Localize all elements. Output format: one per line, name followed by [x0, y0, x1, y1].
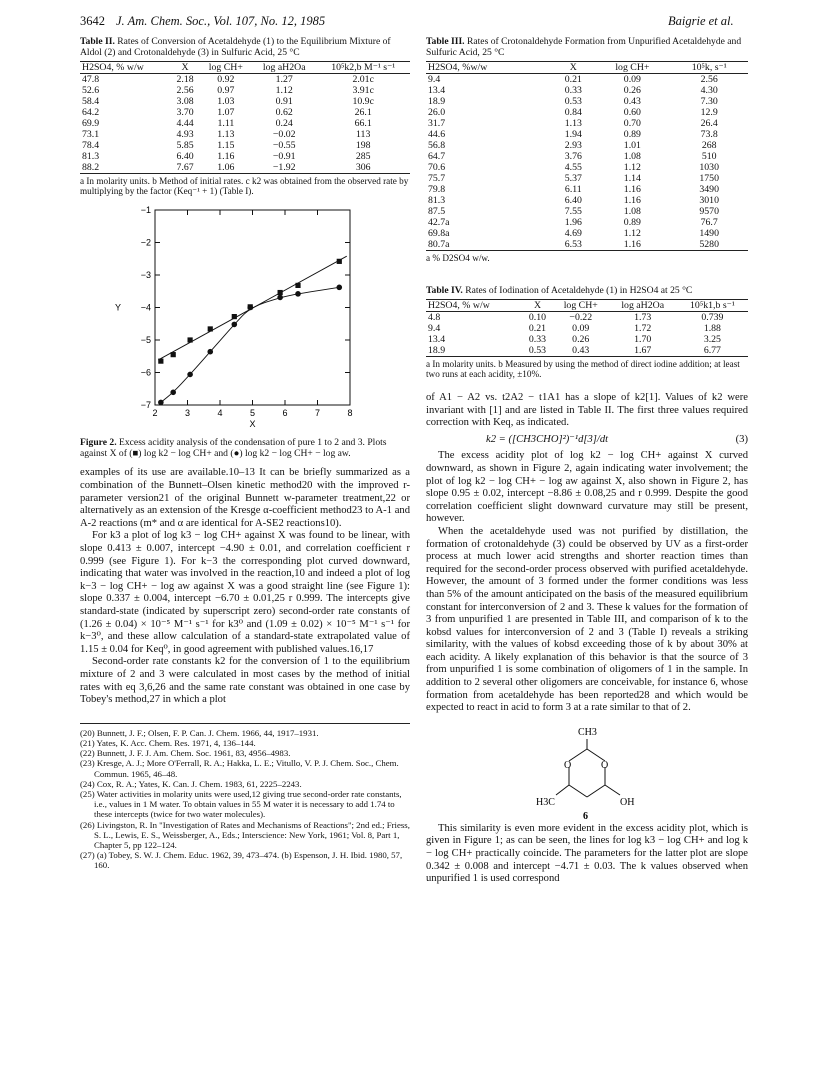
- column-header: log CH+: [553, 299, 609, 311]
- compound-number: 6: [583, 810, 588, 822]
- table-cell: 4.93: [176, 128, 194, 140]
- table-row: [426, 107, 748, 118]
- data-point-circle: [207, 349, 213, 355]
- table-cell: 0.21: [564, 73, 582, 85]
- table-cell: 3490: [699, 183, 719, 195]
- table-cell: 3.70: [176, 106, 194, 118]
- table-row: [80, 118, 410, 129]
- table-cell: 510: [701, 150, 717, 162]
- table-cell: 0.33: [528, 333, 547, 345]
- table-cell: 13.4: [428, 84, 446, 96]
- table-cell: 306: [316, 162, 410, 174]
- table-cell: 4.44: [176, 117, 194, 129]
- x-axis-label: X: [249, 419, 256, 429]
- right-paragraph-2: When the acetaldehyde used was not purified by distillation, the formation of crotonaldehyde (3) could be observed by UV as a first-order process at much lower acid strengths and shorter reaction times than required for the second-order process observed with purified acetaldehyde. However, the amount of 3 formed under the former conditions was less than 5% of the amount anticipated on the basis of the measured equilibrium constant for interconversion of 2 and 3. These k values for the formation of 3 from unpurified 1 are presented in Table III, and comparison of k to the kobsd values for interconversion of 2 and 3 (Table I) reveals a striking similarity, with the values of kobsd exceeding those of k by about 30% at each acidity. A likely explanation of this behavior is that the source of 3 from unpurified 1 is some combination of oligomers of 1 in the sample. In addition to 2 several other oligomers are conceivable, for instance 6, whose formation from acetaldehyde has been reported28 and which would be expected to react in acid to form 3 at a rate similar to that of 2.: [426, 525, 748, 714]
- table-cell: 1.73: [634, 311, 652, 323]
- table-cell: 1.08: [623, 150, 641, 162]
- table-row: [426, 151, 748, 162]
- column-header: X: [522, 299, 553, 311]
- table-2-grid: [80, 61, 410, 174]
- column-header: log CH+: [594, 61, 670, 73]
- x-tick-label: 4: [217, 408, 223, 418]
- data-point-circle: [232, 322, 238, 328]
- reference-item: (25) Water activities in molarity units were used,12 giving true second-order rate constants, i.e., values in 1 M water. To obtain values in 55 M water it is necessary to add 1.74 to these intercepts (twice for two water molecules).: [80, 788, 402, 820]
- table-cell: 1.08: [623, 205, 641, 217]
- equation-number: (3): [735, 433, 748, 445]
- table-row: [80, 96, 410, 107]
- table-cell: 2.56: [700, 73, 718, 85]
- table-row: [426, 162, 748, 173]
- journal-citation: J. Am. Chem. Soc., Vol. 107, No. 12, 1985: [116, 14, 326, 28]
- structure-top-label: CH3: [578, 726, 597, 738]
- right-paragraph-1: The excess acidity plot of log k2 − log CH+ against X curved downward, as shown in Figure 2, again indicating water involvement; the plot of log k2 − log CH+ − log aw against X, also shown in Figure 2, has slope 0.95 ± 0.02, intercept −8.86 ± 0.08,25 and r 0.999. Despite the good correlation coefficient slight downward curvature may still be present, however.: [426, 450, 748, 525]
- x-tick-label: 6: [282, 408, 288, 418]
- table-cell: −0.91: [272, 150, 296, 162]
- table-2-title: Table II. Rates of Conversion of Acetaldehyde (1) to the Equilibrium Mixture of Aldol (2) and Crotonaldehyde (3) in Sulfuric Acid, 25 °C: [80, 36, 391, 59]
- left-body-text: [80, 467, 410, 706]
- table-cell: 18.9: [428, 95, 446, 107]
- table-cell: 0.10: [528, 311, 547, 323]
- table-cell: 64.2: [82, 106, 100, 118]
- structure-6-drawing: [426, 719, 748, 823]
- table-cell: 0.70: [623, 117, 641, 129]
- table-cell: 5.37: [564, 172, 582, 184]
- table-row: [80, 107, 410, 118]
- table-cell: 6.40: [564, 194, 582, 206]
- y-tick-label: −3: [140, 270, 151, 280]
- x-tick-label: 2: [152, 408, 158, 418]
- column-header: X: [171, 61, 200, 73]
- table-row: [80, 73, 410, 85]
- table-cell: 0.21: [528, 322, 547, 334]
- table-cell: 5280: [670, 239, 748, 251]
- table-cell: 3.25: [703, 333, 721, 345]
- table-cell: 0.09: [572, 322, 590, 334]
- reference-item: (22) Bunnett, J. F. J. Am. Chem. Soc. 1961, 83, 4956–4983.: [80, 748, 291, 759]
- structure-ring-o1: O: [564, 759, 572, 771]
- right-body-text: [426, 392, 748, 715]
- table-cell: 0.84: [564, 106, 582, 118]
- table-cell: 58.4: [82, 95, 100, 107]
- y-tick-label: −6: [140, 367, 151, 378]
- data-point-circle: [247, 305, 253, 311]
- table-cell: 52.6: [82, 84, 100, 96]
- figure-2-caption: Figure 2. Excess acidity analysis of the condensation of pure 1 to 2 and 3. Plots against X of (■) log k2 − log CH+ and (●) log k2 − log CH+ − log aw.: [80, 436, 387, 459]
- reference-item: (20) Bunnett, J. F.; Olsen, F. P. Can. J. Chem. 1966, 44, 1917–1931.: [80, 727, 319, 738]
- running-authors: Baigrie et al.: [668, 14, 734, 28]
- table-cell: 0.09: [623, 73, 641, 85]
- table-cell: 268: [701, 139, 717, 151]
- reference-item: (23) Kresge, A. J.; More O'Ferrall, R. A.; Hakka, L. E.; Vitullo, V. P. J. Chem. Soc., Chem. Commun. 1965, 46–48.: [80, 758, 399, 779]
- table-cell: 47.8: [82, 73, 100, 85]
- table-cell: 1.13: [217, 128, 235, 140]
- table-cell: 0.53: [564, 95, 582, 107]
- table-cell: 0.26: [623, 84, 641, 96]
- table-3-title: Table III. Rates of Crotonaldehyde Formation from Unpurified Acetaldehyde and Sulfuric Acid, 25 °C: [426, 36, 742, 59]
- table-cell: 0.97: [217, 84, 235, 96]
- table-cell: 1.11: [217, 117, 235, 129]
- table-cell: 113: [356, 128, 371, 140]
- table-cell: 64.7: [428, 150, 446, 162]
- table-cell: 0.739: [701, 311, 724, 323]
- left-paragraph-2: For k3 a plot of log k3 − log CH+ against X was found to be linear, with slope 0.413 ± 0.007, intercept −4.90 ± 0.01, and correlation coefficient r 0.999 (see Figure 1). For k−3 the corresponding plot curved downward, indicating that water was involved in the reaction,10 and indeed a plot of log k−3 − log CH+ − log aw against X was a good straight line (see Figure 1): slope 0.337 ± 0.004, intercept −6.70 ± 0.01,25 r 0.999. The intercepts give standard-state (indicated by superscript zero) second-order rate constants of (1.26 ± 0.04) × 10⁻⁵ M⁻¹ s⁻¹ for k3⁰ and (1.09 ± 0.02) × 10⁻⁵ M⁻¹ s⁻¹ for k−3⁰, and these allow calculation of a standard-state extrapolated value of 1.15 ± 0.04 for Keq⁰, in good agreement with published values.16,17: [80, 530, 410, 655]
- table-3-footnote: a % D2SO4 w/w.: [426, 252, 490, 263]
- column-header: H2SO4, % w/w: [80, 61, 171, 73]
- table-cell: 42.7a: [428, 216, 450, 228]
- table-row: [426, 173, 748, 184]
- y-tick-label: −5: [140, 335, 151, 345]
- table-cell: 1.88: [703, 322, 721, 334]
- table-cell: 70.6: [428, 161, 446, 173]
- table-cell: 0.91: [275, 95, 293, 107]
- table-cell: 75.7: [428, 172, 446, 184]
- table-cell: −0.02: [272, 128, 296, 140]
- equation-text: k2 = ([CH3CHO]²)⁻¹d[3]/dt: [486, 433, 609, 445]
- table-cell: 69.9: [82, 117, 100, 129]
- data-point-circle: [187, 372, 193, 378]
- table-cell: 4.55: [564, 161, 582, 173]
- table-cell: 0.60: [623, 106, 641, 118]
- left-paragraph-3: Second-order rate constants k2 for the conversion of 1 to the equilibrium mixture of 2 and 3 were calculated in most cases by the method of initial rates with eq 3,6,26 and the same rate constant was obtained in one case by Tobey's method,27 in which a plot: [80, 656, 410, 706]
- table-cell: 4.30: [700, 84, 718, 96]
- table-cell: 13.4: [428, 333, 446, 345]
- table-4-title: Table IV. Rates of Iodination of Acetaldehyde (1) in H2SO4 at 25 °C: [426, 285, 693, 297]
- table-row: [426, 140, 748, 151]
- column-header: H2SO4, % w/w: [426, 299, 522, 311]
- table-cell: 1030: [699, 161, 719, 173]
- table-cell: −1.92: [252, 162, 316, 174]
- table-cell: 12.9: [700, 106, 718, 118]
- table-cell: 4.69: [564, 227, 582, 239]
- structure-6: [426, 719, 748, 823]
- table-row: [426, 85, 748, 96]
- table-cell: 1.94: [564, 128, 582, 140]
- table-cell: 4.8: [428, 311, 441, 323]
- table-cell: 7.67: [171, 162, 200, 174]
- table-cell: 73.1: [82, 128, 100, 140]
- table-row: [426, 129, 748, 140]
- equation-3: [426, 430, 748, 451]
- table-row: [426, 345, 748, 357]
- table-row: [426, 228, 748, 239]
- table-cell: 198: [355, 139, 371, 151]
- table-cell: 1490: [699, 227, 719, 239]
- table-row: [426, 118, 748, 129]
- table-row: [426, 96, 748, 107]
- table-row: [80, 85, 410, 96]
- table-cell: 0.43: [623, 95, 641, 107]
- table-4-grid: [426, 299, 748, 357]
- x-tick-label: 3: [184, 408, 191, 418]
- table-cell: 0.89: [623, 216, 641, 228]
- left-column: [80, 36, 410, 871]
- column-header: 10⁵k, s⁻¹: [670, 61, 748, 73]
- column-header: log CH+: [200, 61, 252, 73]
- table-cell: 9.4: [428, 73, 441, 85]
- table-cell: 3.91c: [352, 84, 374, 96]
- table-cell: 1.67: [609, 345, 677, 357]
- table-cell: 88.2: [80, 162, 171, 174]
- column-header: H2SO4, %w/w: [426, 61, 552, 73]
- table-cell: 69.8a: [428, 227, 450, 239]
- table-cell: 56.8: [428, 139, 446, 151]
- y-tick-label: −2: [140, 237, 151, 248]
- table-cell: 0.92: [217, 73, 235, 85]
- data-point-square: [295, 283, 300, 288]
- table-cell: 26.4: [700, 117, 718, 129]
- table-cell: 18.9: [426, 345, 522, 357]
- table-cell: 1.07: [217, 106, 235, 118]
- reference-item: (27) (a) Tobey, S. W. J. Chem. Educ. 1962, 39, 473–474. (b) Espenson, J. H. Ibid. 1980, 57, 160.: [80, 850, 403, 871]
- data-point-circle: [158, 400, 164, 406]
- data-point-circle: [277, 295, 283, 301]
- y-tick-label: −7: [140, 400, 151, 410]
- figure-2-chart: [80, 205, 410, 430]
- table-cell: 1.16: [623, 183, 641, 195]
- table-row: [426, 73, 748, 85]
- table-row: [426, 184, 748, 195]
- table-cell: 1.16: [217, 150, 235, 162]
- table-3: [426, 36, 748, 263]
- table-cell: 6.77: [677, 345, 748, 357]
- data-point-square: [337, 259, 342, 264]
- table-cell: 6.53: [552, 239, 594, 251]
- figure-2: [80, 205, 410, 459]
- table-cell: 7.30: [700, 95, 718, 107]
- table-cell: 1.12: [623, 161, 641, 173]
- table-cell: 1750: [699, 172, 719, 184]
- y-tick-label: −4: [140, 302, 151, 313]
- table-cell: 3.08: [176, 95, 194, 107]
- structure-right-label: OH: [620, 796, 635, 808]
- y-tick-label: −1: [140, 205, 151, 215]
- table-cell: 2.56: [176, 84, 194, 96]
- data-point-square: [232, 314, 237, 319]
- page-number: 3642: [80, 14, 105, 28]
- table-cell: 0.43: [553, 345, 609, 357]
- table-row: [80, 140, 410, 151]
- table-cell: 1.70: [634, 333, 652, 345]
- table-row: [426, 334, 748, 345]
- data-point-circle: [170, 390, 176, 396]
- table-cell: 76.7: [700, 216, 718, 228]
- reference-item: (21) Yates, K. Acc. Chem. Res. 1971, 4, 136–144.: [80, 737, 256, 748]
- table-cell: −0.55: [272, 139, 296, 151]
- table-row: [426, 311, 748, 323]
- table-cell: 1.15: [217, 139, 235, 151]
- table-cell: 7.55: [564, 205, 582, 217]
- table-cell: 1.16: [623, 194, 641, 206]
- table-cell: 6.40: [176, 150, 194, 162]
- table-cell: 3010: [699, 194, 719, 206]
- reference-item: (24) Cox, R. A.; Yates, K. Can. J. Chem. 1983, 61, 2225–2243.: [80, 778, 302, 789]
- x-tick-label: 8: [347, 408, 353, 418]
- table-cell: 81.3: [82, 150, 100, 162]
- table-row: [80, 151, 410, 162]
- table-row: [426, 239, 748, 251]
- structure-left-label: H3C: [536, 796, 555, 808]
- table-cell: 3.76: [564, 150, 582, 162]
- table-cell: 79.8: [428, 183, 446, 195]
- table-cell: 1.12: [623, 227, 641, 239]
- table-cell: 1.16: [594, 239, 670, 251]
- table-4: [426, 285, 748, 380]
- data-point-square: [208, 326, 213, 331]
- table-cell: 0.33: [564, 84, 582, 96]
- table-cell: 10.9c: [352, 95, 374, 107]
- table-row: [80, 162, 410, 174]
- column-header: 10⁵k1,b s⁻¹: [677, 299, 748, 311]
- table-cell: 1.03: [217, 95, 235, 107]
- table-row: [426, 195, 748, 206]
- column-header: X: [552, 61, 594, 73]
- x-tick-label: 5: [249, 408, 256, 418]
- table-cell: 73.8: [700, 128, 718, 140]
- table-2-footnote: a In molarity units. b Method of initial rates. c k2 was obtained from the observed rate by multiplying by the factor (Keq⁻¹ + 1) (Table I).: [80, 175, 409, 197]
- table-cell: 80.7a: [426, 239, 552, 251]
- data-point-square: [158, 359, 163, 364]
- table-2: [80, 36, 410, 197]
- table-row: [426, 206, 748, 217]
- data-point-square: [171, 352, 176, 357]
- table-row: [426, 217, 748, 228]
- table-cell: 1.72: [634, 322, 652, 334]
- reference-list: [80, 723, 410, 871]
- table-row: [426, 323, 748, 334]
- table-cell: 1.06: [200, 162, 252, 174]
- table-cell: 87.5: [428, 205, 446, 217]
- table-cell: 2.01c: [352, 73, 374, 85]
- data-point-circle: [295, 291, 301, 297]
- table-cell: −0.22: [569, 311, 593, 323]
- column-header: 10⁵k2,b M⁻¹ s⁻¹: [316, 61, 410, 73]
- column-header: log aH2Oa: [252, 61, 316, 73]
- table-cell: 2.18: [176, 73, 194, 85]
- x-tick-label: 7: [314, 408, 321, 418]
- structure-ring-o2: O: [601, 759, 609, 771]
- table-cell: 1.96: [564, 216, 582, 228]
- table-cell: 31.7: [428, 117, 446, 129]
- table-row: [80, 129, 410, 140]
- table-3-grid: [426, 61, 748, 251]
- table-cell: 9570: [699, 205, 719, 217]
- left-paragraph-1: examples of its use are available.10–13 It can be briefly summarized as a combination of the Bunnett–Olsen kinetic method20 with the improved r-parameter version21 of the original Bunnett w-parameter treatment,22 or alternatively as an extension of the Kresge α-coefficient method23 to A-1 and A-2 reactions (m* and α are identical for A-SE2 reactions10).: [80, 467, 410, 529]
- right-column: [426, 36, 748, 886]
- table-cell: 1.27: [275, 73, 293, 85]
- table-cell: 0.26: [572, 333, 590, 345]
- table-cell: 6.11: [564, 183, 582, 195]
- table-cell: 1.13: [564, 117, 582, 129]
- table-cell: 1.14: [623, 172, 641, 184]
- table-cell: 81.3: [428, 194, 446, 206]
- table-cell: 5.85: [176, 139, 194, 151]
- table-cell: 26.1: [354, 106, 372, 118]
- y-axis-label: Y: [114, 302, 122, 313]
- right-paragraph-bottom: This similarity is even more evident in the excess acidity plot, which is given in Figure 1; as can be seen, the lines for log k3 − log CH+ and log k − log CH+ practically coincide. The parameters for the latter plot are slope 0.342 ± 0.008 and intercept −4.71 ± 0.03. The k values observed when unpurified 1 is used correspond: [426, 822, 748, 885]
- table-cell: 0.89: [623, 128, 641, 140]
- table-cell: 66.1: [354, 117, 372, 129]
- table-cell: 0.53: [522, 345, 553, 357]
- table-cell: 78.4: [82, 139, 100, 151]
- table-cell: 285: [355, 150, 371, 162]
- table-cell: 0.62: [275, 106, 293, 118]
- table-cell: 0.24: [275, 117, 293, 129]
- table-cell: 9.4: [428, 322, 441, 334]
- table-cell: 1.01: [623, 139, 641, 151]
- column-header: log aH2Oa: [609, 299, 677, 311]
- data-point-square: [188, 337, 193, 342]
- table-4-footnote: a In molarity units. b Measured by using the method of direct iodine addition; at least two runs at each acidity, ±10%.: [426, 358, 740, 380]
- right-paragraph-top: of A1 − A2 vs. t2A2 − t1A1 has a slope of k2[1]. Values of k2 were invariant with [1] and are listed in Table II. The first three values required correction with Keq, as indicated.: [426, 392, 748, 429]
- table-cell: 26.0: [428, 106, 446, 118]
- table-cell: 44.6: [428, 128, 446, 140]
- table-cell: 2.93: [564, 139, 582, 151]
- data-point-square: [278, 290, 283, 295]
- data-point-circle: [336, 285, 342, 291]
- table-cell: 1.12: [275, 84, 293, 96]
- reference-item: (26) Livingston, R. In "Investigation of Rates and Mechanisms of Reactions"; 2nd ed.; Friess, S. L., Lewis, E. S., Weissberger, A., Eds.; Interscience: New York, 1961; Vol. 8, Part 1, Chapter 5, pp 122–124.: [80, 819, 410, 850]
